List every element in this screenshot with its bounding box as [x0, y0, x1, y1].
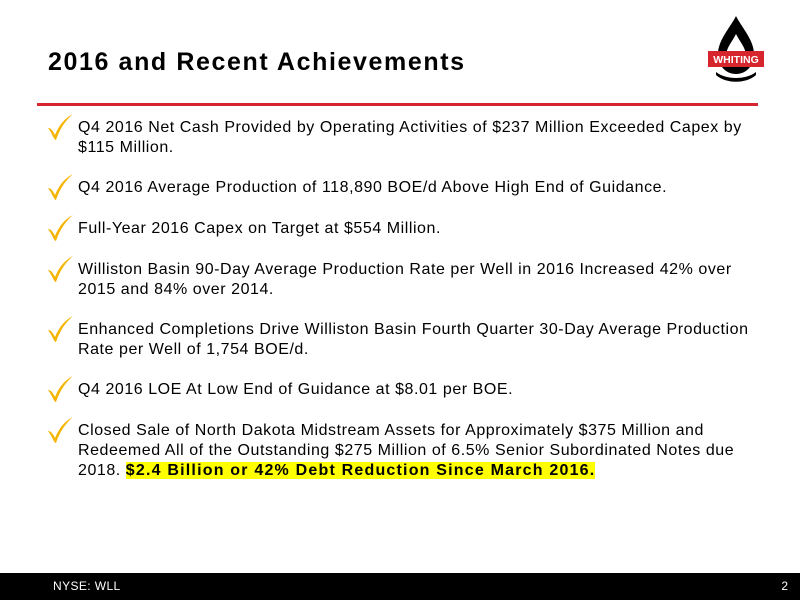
bullet-text: Q4 2016 LOE At Low End of Guidance at $8.01 per BOE.	[78, 381, 514, 398]
bullet-text: Q4 2016 Net Cash Provided by Operating Activities of $237 Million Exceeded Capex by $115 Million.	[78, 119, 742, 156]
bullet-net-cash	[46, 118, 766, 158]
bullet-enhanced-completions	[46, 320, 766, 360]
checkmark-icon	[46, 255, 74, 283]
checkmark-icon	[46, 416, 74, 444]
checkmark-icon	[46, 173, 74, 201]
bullet-text: Closed Sale of North Dakota Midstream Assets for Approximately $375 Million and Redeemed All of the Outstanding $275 Million of 6.5% Senior Subordinated Notes due 2018.	[78, 422, 735, 479]
checkmark-icon	[46, 315, 74, 343]
checkmark-icon	[46, 375, 74, 403]
bullet-capex	[46, 219, 766, 239]
highlight-trailing-period: .	[589, 462, 596, 479]
bullet-text: Enhanced Completions Drive Williston Basin Fourth Quarter 30-Day Average Production Rate per Well of 1,754 BOE/d.	[78, 321, 749, 358]
bullet-text: Williston Basin 90-Day Average Production Rate per Well in 2016 Increased 42% over 2015 and 84% over 2014.	[78, 261, 732, 298]
bullet-text: Full-Year 2016 Capex on Target at $554 Million.	[78, 220, 441, 237]
bullet-williston-90-day	[46, 260, 766, 300]
bullet-text: Q4 2016 Average Production of 118,890 BOE/d Above High End of Guidance.	[78, 179, 668, 196]
bullet-production	[46, 178, 766, 198]
whiting-logo	[704, 14, 768, 86]
checkmark-icon	[46, 113, 74, 141]
bullet-midstream-sale	[46, 421, 766, 481]
debt-reduction-highlight: $2.4 Billion or 42% Debt Reduction Since March 2016	[125, 462, 590, 479]
page-number: 2	[781, 579, 788, 593]
bullet-loe	[46, 380, 766, 400]
logo-text: WHITING	[713, 54, 759, 66]
checkmark-icon	[46, 214, 74, 242]
slide-title: 2016 and Recent Achievements	[48, 48, 466, 76]
oil-drop-logo-icon	[704, 14, 768, 86]
title-divider	[37, 103, 758, 106]
footer-ticker: NYSE: WLL	[53, 579, 121, 593]
achievements-list	[46, 118, 766, 501]
footer-bar	[0, 573, 800, 600]
